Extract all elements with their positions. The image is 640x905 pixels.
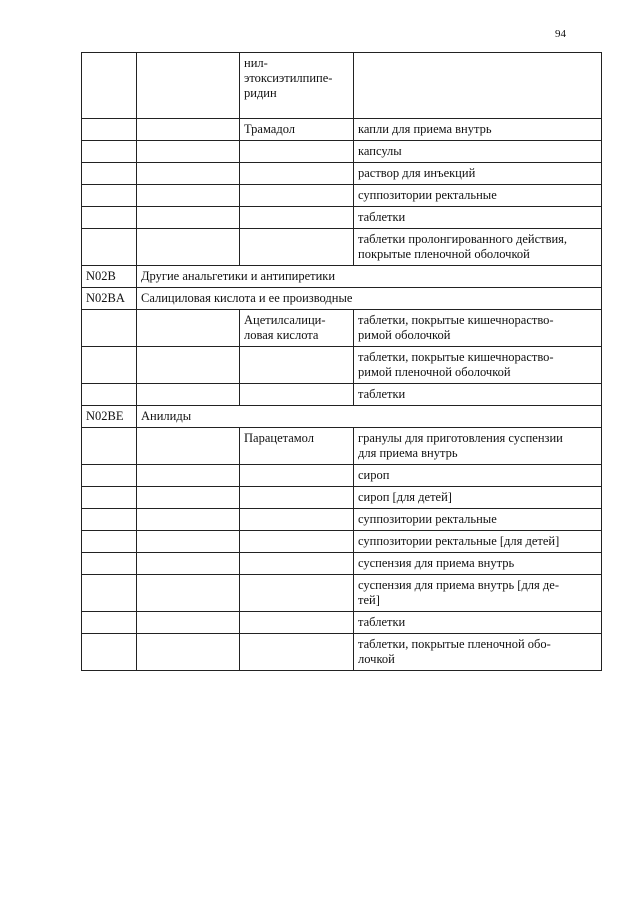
dosage-form-cell: суппозитории ректальные	[354, 185, 602, 207]
table-row	[82, 575, 602, 612]
dosage-form-cell: таблетки пролонгированного действия, покрытые пленочной оболочкой	[354, 229, 602, 266]
table-row	[82, 207, 602, 229]
table-row	[82, 347, 602, 384]
table-row	[82, 384, 602, 406]
atc-group-title: Анилиды	[137, 406, 602, 428]
atc-code-cell	[82, 119, 137, 141]
dosage-form-cell: суппозитории ректальные	[354, 509, 602, 531]
table-row	[82, 163, 602, 185]
atc-group-cell	[137, 53, 240, 119]
dosage-form-cell: суспензия для приема внутрь	[354, 553, 602, 575]
atc-code: N02BE	[82, 406, 137, 428]
table-row	[82, 310, 602, 347]
atc-code: N02BA	[82, 288, 137, 310]
dosage-form-cell: гранулы для приготовления суспензии для приема внутрь	[354, 428, 602, 465]
group-row	[82, 288, 602, 310]
page-number: 94	[555, 28, 566, 40]
drug-name-cell: Парацетамол	[240, 428, 354, 465]
table-row	[82, 53, 602, 119]
dosage-form-cell: раствор для инъекций	[354, 163, 602, 185]
dosage-form-cell: суппозитории ректальные [для детей]	[354, 531, 602, 553]
drug-name-cell: нил- этоксиэтилпипе- ридин	[240, 53, 354, 119]
drug-name-cell: Трамадол	[240, 119, 354, 141]
dosage-form-cell: сироп [для детей]	[354, 487, 602, 509]
table-row	[82, 119, 602, 141]
atc-code: N02B	[82, 266, 137, 288]
dosage-form-cell: капли для приема внутрь	[354, 119, 602, 141]
dosage-form-cell: таблетки, покрытые кишечнораство- римой оболочкой	[354, 310, 602, 347]
atc-group-cell	[137, 119, 240, 141]
table-row	[82, 634, 602, 671]
atc-code-cell	[82, 53, 137, 119]
table-row	[82, 612, 602, 634]
drug-name-cell: Ацетилсалици- ловая кислота	[240, 310, 354, 347]
table-row	[82, 229, 602, 266]
table-row	[82, 487, 602, 509]
dosage-form-cell: таблетки	[354, 612, 602, 634]
dosage-form-cell: таблетки, покрытые кишечнораство- римой пленочной оболочкой	[354, 347, 602, 384]
table-row	[82, 185, 602, 207]
table-row	[82, 509, 602, 531]
dosage-form-cell: суспензия для приема внутрь [для де- тей]	[354, 575, 602, 612]
atc-group-title: Другие анальгетики и антипиретики	[137, 266, 602, 288]
table-row	[82, 141, 602, 163]
table-row	[82, 428, 602, 465]
dosage-form-cell: сироп	[354, 465, 602, 487]
group-row	[82, 266, 602, 288]
dosage-form-cell: таблетки	[354, 207, 602, 229]
drug-table	[81, 52, 602, 671]
table-row	[82, 553, 602, 575]
table-row	[82, 465, 602, 487]
atc-group-title: Салициловая кислота и ее производные	[137, 288, 602, 310]
dosage-form-cell: таблетки	[354, 384, 602, 406]
table-row	[82, 531, 602, 553]
dosage-form-cell: таблетки, покрытые пленочной обо- лочкой	[354, 634, 602, 671]
dosage-form-cell	[354, 53, 602, 119]
group-row	[82, 406, 602, 428]
dosage-form-cell: капсулы	[354, 141, 602, 163]
